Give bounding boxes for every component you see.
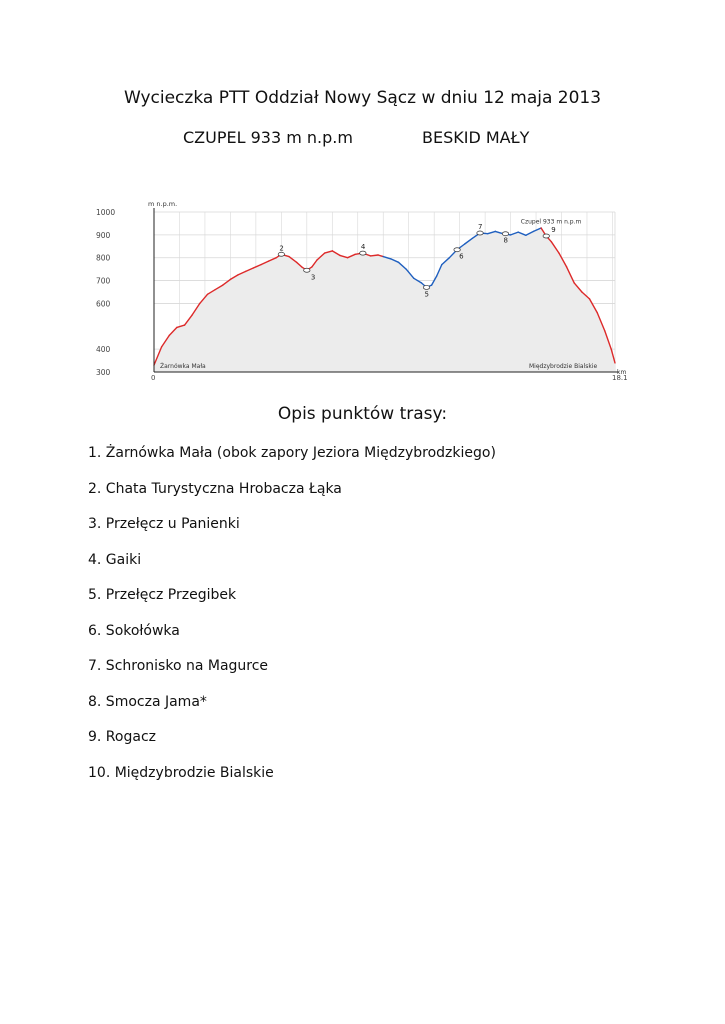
y-axis-label: m n.p.m. <box>148 200 178 208</box>
x-axis-label: km <box>617 369 627 376</box>
route-point: 1. Żarnówka Mała (obok zapory Jeziora Międzybrodzkiego) <box>88 445 496 461</box>
start-label: Żarnówka Mała <box>160 363 206 370</box>
peak-label: Czupel 933 m n.p.m <box>520 218 582 226</box>
y-tick-label: 800 <box>96 253 111 263</box>
waypoint-label: 4 <box>360 243 366 252</box>
end-label: Międzybrodzie Bialskie <box>529 363 598 370</box>
waypoint-marker <box>360 251 366 255</box>
profile-area <box>154 228 615 372</box>
y-tick-label: 400 <box>96 345 111 355</box>
waypoint-marker <box>304 268 310 272</box>
route-point: 9. Rogacz <box>88 729 156 745</box>
waypoint-marker <box>543 234 549 238</box>
y-tick-label: 300 <box>96 368 111 377</box>
route-point: 3. Przełęcz u Panienki <box>88 516 240 532</box>
route-point: 4. Gaiki <box>88 551 142 568</box>
waypoint-marker <box>502 232 508 236</box>
y-tick-label: 900 <box>96 230 111 240</box>
route-points-list <box>88 444 496 799</box>
section-heading: Opis punktów trasy: <box>277 404 448 424</box>
route-point: 5. Przełęcz Przegibek <box>88 587 237 603</box>
peak-subtitle: CZUPEL 933 m n.p.m <box>183 128 353 147</box>
waypoint-label: 7 <box>478 223 483 232</box>
y-tick-label: 700 <box>96 276 111 286</box>
y-tick-label: 1000 <box>96 208 116 217</box>
route-point: 7. Schronisko na Magurce <box>88 658 269 674</box>
route-point: 8. Smocza Jama* <box>88 693 207 710</box>
x-axis-ticks <box>151 374 628 382</box>
waypoint-marker <box>423 285 429 289</box>
page-title: Wycieczka PTT Oddział Nowy Sącz w dniu 12 maja 2013 <box>123 88 602 108</box>
route-point: 2. Chata Turystyczna Hrobacza Łąka <box>88 480 342 497</box>
y-tick-label: 600 <box>96 299 111 309</box>
waypoint-label: 2 <box>279 244 284 253</box>
waypoint-label: 8 <box>503 236 508 245</box>
waypoint-label: 6 <box>459 252 464 261</box>
profile-segment <box>371 255 379 256</box>
waypoint-label: 9 <box>551 226 556 234</box>
x-tick-label: 18.1 <box>612 374 628 382</box>
waypoint-label: 3 <box>310 273 316 282</box>
y-axis-ticks <box>96 208 115 377</box>
range-subtitle: BESKID MAŁY <box>422 128 530 147</box>
x-tick-label: 0 <box>151 374 156 382</box>
waypoint-label: 5 <box>424 290 429 299</box>
route-point: 10. Międzybrodzie Bialskie <box>88 764 274 781</box>
elevation-profile-chart <box>88 196 633 386</box>
waypoint-marker <box>278 252 284 256</box>
waypoint-marker <box>477 231 483 235</box>
waypoint-marker <box>454 248 460 252</box>
route-point: 6. Sokołówka <box>88 622 180 639</box>
